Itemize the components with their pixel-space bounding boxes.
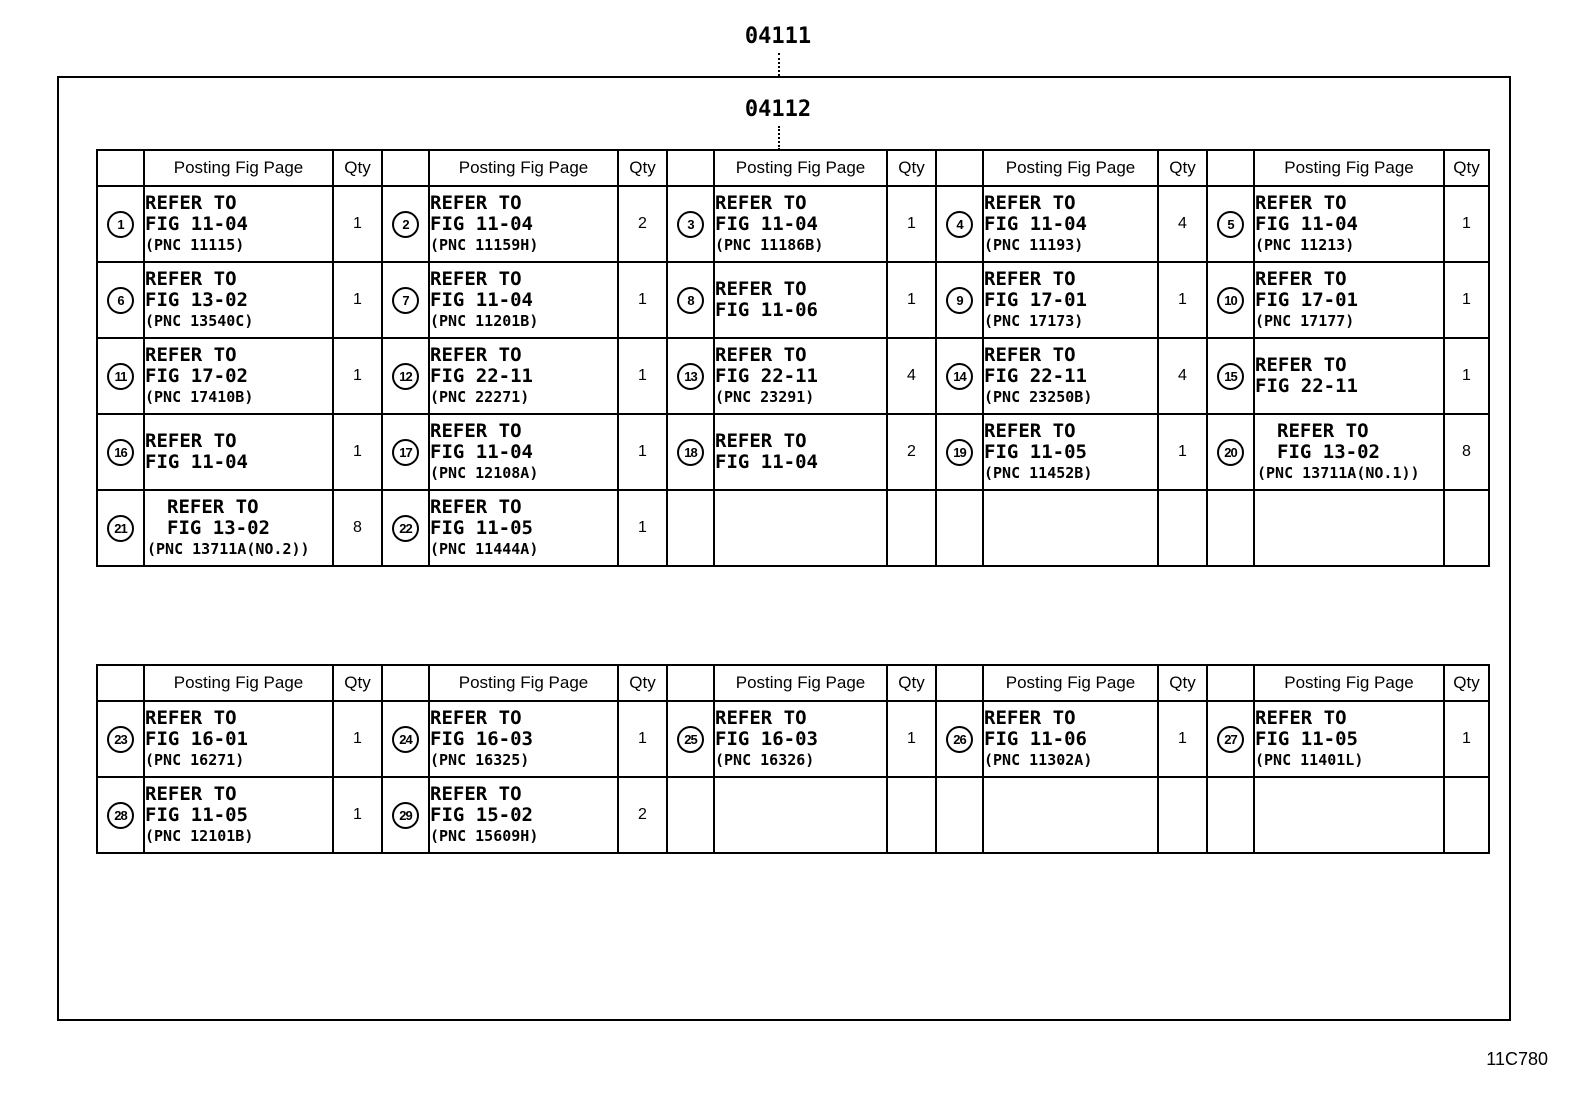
header-item-no-cell (1207, 150, 1254, 186)
item-number-badge: 1 (107, 211, 134, 238)
pnc-reference: (PNC 12108A) (430, 463, 539, 482)
figure-reference: FIG 11-04 (1255, 212, 1358, 235)
reference-cell (1254, 414, 1444, 490)
refer-to-text: REFER TO (430, 343, 522, 366)
quantity-cell: 4 (887, 338, 936, 414)
pnc-reference: (PNC 22271) (430, 387, 530, 406)
item-number-cell (936, 262, 983, 338)
refer-to-text: REFER TO (167, 495, 259, 518)
quantity-cell: 1 (887, 186, 936, 262)
item-number-cell (382, 777, 429, 853)
item-number-badge: 8 (677, 287, 704, 314)
quantity-cell (887, 777, 936, 853)
refer-to-text: REFER TO (1255, 354, 1347, 376)
figure-reference: FIG 11-05 (145, 803, 248, 826)
quantity-cell: 1 (333, 262, 382, 338)
quantity-cell: 1 (333, 414, 382, 490)
header-item-no-cell (936, 150, 983, 186)
reference-cell (429, 186, 618, 262)
quantity-cell: 4 (1158, 338, 1207, 414)
figure-reference: FIG 22-11 (1255, 375, 1358, 397)
assembly-label: 04111 (744, 24, 812, 49)
item-number-badge: 17 (392, 439, 419, 466)
header-posting-fig-page: Posting Fig Page (983, 150, 1158, 186)
figure-reference: FIG 17-01 (984, 288, 1087, 311)
reference-cell (983, 186, 1158, 262)
quantity-cell (1444, 777, 1489, 853)
reference-cell (429, 338, 618, 414)
item-number-cell (667, 490, 714, 566)
reference-cell (714, 262, 887, 338)
item-number-badge: 19 (946, 439, 973, 466)
pnc-reference: (PNC 17177) (1255, 311, 1355, 330)
quantity-cell: 1 (333, 701, 382, 777)
header-posting-fig-page: Posting Fig Page (1254, 150, 1444, 186)
item-number-badge: 6 (107, 287, 134, 314)
refer-to-text: REFER TO (715, 430, 807, 452)
item-number-badge: 16 (107, 439, 134, 466)
item-number-cell (382, 701, 429, 777)
item-number-badge: 5 (1217, 211, 1244, 238)
figure-reference: FIG 11-04 (430, 212, 533, 235)
reference-cell (429, 414, 618, 490)
refer-to-text: REFER TO (984, 191, 1076, 214)
item-number-cell (936, 414, 983, 490)
item-number-cell (97, 262, 144, 338)
pnc-reference: (PNC 16271) (145, 750, 245, 769)
pnc-reference: (PNC 23291) (715, 387, 815, 406)
quantity-cell: 1 (618, 414, 667, 490)
item-number-cell (667, 186, 714, 262)
figure-reference: FIG 11-04 (145, 212, 248, 235)
item-number-badge: 29 (392, 802, 419, 829)
figure-code: 11C780 (1486, 1049, 1548, 1069)
refer-to-text: REFER TO (715, 278, 807, 300)
figure-reference: FIG 11-04 (430, 440, 533, 463)
header-qty: Qty (618, 150, 667, 186)
header-qty: Qty (333, 150, 382, 186)
table-row (97, 490, 1489, 566)
pnc-reference: (PNC 11193) (984, 235, 1084, 254)
quantity-cell: 2 (887, 414, 936, 490)
item-number-badge: 15 (1217, 363, 1244, 390)
item-number-badge: 12 (392, 363, 419, 390)
item-number-cell (97, 414, 144, 490)
header-posting-fig-page: Posting Fig Page (714, 150, 887, 186)
pnc-reference: (PNC 13711A(NO.1)) (1257, 463, 1420, 482)
figure-reference: FIG 13-02 (145, 288, 248, 311)
subassembly-label: 04112 (744, 97, 812, 122)
pnc-reference: (PNC 13540C) (145, 311, 254, 330)
reference-cell (714, 338, 887, 414)
figure-reference: FIG 16-01 (145, 727, 248, 750)
figure-reference: FIG 13-02 (167, 516, 270, 539)
quantity-cell: 4 (1158, 186, 1207, 262)
reference-cell (144, 490, 333, 566)
item-number-cell (97, 490, 144, 566)
header-item-no-cell (667, 665, 714, 701)
reference-cell (714, 414, 887, 490)
pnc-reference: (PNC 13711A(NO.2)) (147, 539, 310, 558)
figure-reference: FIG 11-05 (984, 440, 1087, 463)
refer-to-text: REFER TO (715, 191, 807, 214)
pnc-reference: (PNC 12101B) (145, 826, 254, 845)
item-number-cell (936, 701, 983, 777)
pnc-reference: (PNC 11213) (1255, 235, 1355, 254)
header-item-no-cell (382, 150, 429, 186)
header-item-no-cell (936, 665, 983, 701)
item-number-badge: 2 (392, 211, 419, 238)
quantity-cell: 1 (1444, 186, 1489, 262)
item-number-cell (667, 777, 714, 853)
item-number-badge: 26 (946, 726, 973, 753)
figure-reference: FIG 13-02 (1277, 440, 1380, 463)
quantity-cell: 2 (618, 777, 667, 853)
pnc-reference: (PNC 17173) (984, 311, 1084, 330)
quantity-cell: 1 (618, 490, 667, 566)
item-number-badge: 18 (677, 439, 704, 466)
refer-to-text: REFER TO (145, 343, 237, 366)
figure-reference: FIG 22-11 (430, 364, 533, 387)
reference-cell (1254, 701, 1444, 777)
quantity-cell: 8 (333, 490, 382, 566)
item-number-cell (1207, 490, 1254, 566)
item-number-cell (97, 701, 144, 777)
figure-reference: FIG 22-11 (715, 364, 818, 387)
figure-reference: FIG 11-04 (715, 212, 818, 235)
figure-reference: FIG 16-03 (430, 727, 533, 750)
pnc-reference: (PNC 11159H) (430, 235, 539, 254)
pnc-reference: (PNC 11115) (145, 235, 245, 254)
pnc-reference: (PNC 23250B) (984, 387, 1093, 406)
item-number-badge: 3 (677, 211, 704, 238)
refer-to-text: REFER TO (145, 430, 237, 452)
item-number-cell (382, 186, 429, 262)
refer-to-text: REFER TO (430, 706, 522, 729)
figure-reference: FIG 17-01 (1255, 288, 1358, 311)
reference-cell (714, 186, 887, 262)
quantity-cell (1158, 490, 1207, 566)
item-number-badge: 4 (946, 211, 973, 238)
refer-to-text: REFER TO (430, 419, 522, 442)
pnc-reference: (PNC 11444A) (430, 539, 539, 558)
reference-cell (144, 338, 333, 414)
item-number-cell (382, 262, 429, 338)
pnc-reference: (PNC 11452B) (984, 463, 1093, 482)
quantity-cell: 1 (1444, 262, 1489, 338)
header-qty: Qty (887, 150, 936, 186)
item-number-cell (667, 701, 714, 777)
header-item-no-cell (667, 150, 714, 186)
item-number-cell (1207, 262, 1254, 338)
header-row (97, 665, 1489, 701)
item-number-cell (1207, 338, 1254, 414)
quantity-cell (1444, 490, 1489, 566)
reference-cell (983, 701, 1158, 777)
item-number-cell (667, 262, 714, 338)
quantity-cell: 1 (1444, 701, 1489, 777)
refer-to-text: REFER TO (145, 782, 237, 805)
pnc-reference: (PNC 16326) (715, 750, 815, 769)
refer-to-text: REFER TO (1277, 419, 1369, 442)
reference-cell (429, 701, 618, 777)
reference-cell (1254, 777, 1444, 853)
pnc-reference: (PNC 11201B) (430, 311, 539, 330)
refer-to-text: REFER TO (430, 267, 522, 290)
quantity-cell (887, 490, 936, 566)
header-qty: Qty (1158, 665, 1207, 701)
figure-reference: FIG 11-06 (984, 727, 1087, 750)
quantity-cell: 1 (1158, 414, 1207, 490)
parts-reference-table-2 (96, 664, 1490, 854)
reference-cell (144, 262, 333, 338)
reference-cell (983, 777, 1158, 853)
item-number-cell (1207, 414, 1254, 490)
header-posting-fig-page: Posting Fig Page (1254, 665, 1444, 701)
quantity-cell: 8 (1444, 414, 1489, 490)
reference-cell (429, 262, 618, 338)
header-posting-fig-page: Posting Fig Page (714, 665, 887, 701)
item-number-badge: 7 (392, 287, 419, 314)
item-number-cell (97, 186, 144, 262)
item-number-cell (97, 338, 144, 414)
item-number-cell (667, 414, 714, 490)
header-posting-fig-page: Posting Fig Page (429, 150, 618, 186)
quantity-cell: 2 (618, 186, 667, 262)
refer-to-text: REFER TO (984, 343, 1076, 366)
refer-to-text: REFER TO (145, 706, 237, 729)
reference-cell (144, 186, 333, 262)
item-number-badge: 22 (392, 515, 419, 542)
quantity-cell: 1 (1158, 262, 1207, 338)
item-number-badge: 20 (1217, 439, 1244, 466)
header-item-no-cell (1207, 665, 1254, 701)
item-number-cell (936, 490, 983, 566)
reference-cell (429, 777, 618, 853)
item-number-cell (1207, 777, 1254, 853)
reference-cell (714, 490, 887, 566)
refer-to-text: REFER TO (430, 782, 522, 805)
item-number-badge: 9 (946, 287, 973, 314)
table-row (97, 262, 1489, 338)
quantity-cell: 1 (1444, 338, 1489, 414)
item-number-cell (1207, 186, 1254, 262)
refer-to-text: REFER TO (715, 343, 807, 366)
reference-cell (983, 262, 1158, 338)
header-posting-fig-page: Posting Fig Page (983, 665, 1158, 701)
quantity-cell: 1 (887, 262, 936, 338)
refer-to-text: REFER TO (984, 419, 1076, 442)
item-number-cell (382, 338, 429, 414)
header-posting-fig-page: Posting Fig Page (144, 665, 333, 701)
reference-cell (983, 414, 1158, 490)
reference-cell (144, 414, 333, 490)
quantity-cell: 1 (333, 777, 382, 853)
item-number-badge: 27 (1217, 726, 1244, 753)
header-item-no-cell (382, 665, 429, 701)
header-posting-fig-page: Posting Fig Page (144, 150, 333, 186)
item-number-badge: 10 (1217, 287, 1244, 314)
header-qty: Qty (333, 665, 382, 701)
item-number-badge: 13 (677, 363, 704, 390)
item-number-cell (97, 777, 144, 853)
pnc-reference: (PNC 16325) (430, 750, 530, 769)
parts-reference-table-1 (96, 149, 1490, 567)
reference-cell (1254, 338, 1444, 414)
refer-to-text: REFER TO (715, 706, 807, 729)
table-row (97, 338, 1489, 414)
reference-cell (1254, 262, 1444, 338)
refer-to-text: REFER TO (1255, 191, 1347, 214)
figure-reference: FIG 17-02 (145, 364, 248, 387)
pnc-reference: (PNC 11302A) (984, 750, 1093, 769)
reference-cell (1254, 186, 1444, 262)
pnc-reference: (PNC 11186B) (715, 235, 824, 254)
refer-to-text: REFER TO (145, 191, 237, 214)
header-qty: Qty (1444, 150, 1489, 186)
table-row (97, 777, 1489, 853)
quantity-cell: 1 (887, 701, 936, 777)
pnc-reference: (PNC 15609H) (430, 826, 539, 845)
quantity-cell: 1 (333, 186, 382, 262)
header-item-no-cell (97, 665, 144, 701)
item-number-cell (382, 490, 429, 566)
header-qty: Qty (618, 665, 667, 701)
quantity-cell (1158, 777, 1207, 853)
refer-to-text: REFER TO (145, 267, 237, 290)
item-number-cell (1207, 701, 1254, 777)
item-number-cell (382, 414, 429, 490)
figure-reference: FIG 15-02 (430, 803, 533, 826)
refer-to-text: REFER TO (1255, 267, 1347, 290)
figure-reference: FIG 16-03 (715, 727, 818, 750)
table-row (97, 414, 1489, 490)
item-number-cell (936, 777, 983, 853)
header-row (97, 150, 1489, 186)
quantity-cell: 1 (618, 262, 667, 338)
figure-reference: FIG 11-04 (984, 212, 1087, 235)
quantity-cell: 1 (618, 338, 667, 414)
header-qty: Qty (1444, 665, 1489, 701)
figure-reference: FIG 11-06 (715, 299, 818, 321)
refer-to-text: REFER TO (984, 706, 1076, 729)
reference-cell (1254, 490, 1444, 566)
pnc-reference: (PNC 11401L) (1255, 750, 1364, 769)
header-qty: Qty (1158, 150, 1207, 186)
item-number-badge: 24 (392, 726, 419, 753)
quantity-cell: 1 (618, 701, 667, 777)
figure-reference: FIG 11-05 (1255, 727, 1358, 750)
reference-cell (144, 777, 333, 853)
figure-reference: FIG 11-04 (430, 288, 533, 311)
header-posting-fig-page: Posting Fig Page (429, 665, 618, 701)
figure-reference: FIG 11-04 (145, 451, 248, 473)
item-number-badge: 23 (107, 726, 134, 753)
item-number-badge: 28 (107, 802, 134, 829)
reference-cell (714, 777, 887, 853)
refer-to-text: REFER TO (430, 191, 522, 214)
reference-cell (983, 490, 1158, 566)
item-number-badge: 21 (107, 515, 134, 542)
item-number-badge: 14 (946, 363, 973, 390)
item-number-cell (667, 338, 714, 414)
refer-to-text: REFER TO (984, 267, 1076, 290)
item-number-badge: 25 (677, 726, 704, 753)
table-row (97, 186, 1489, 262)
reference-cell (144, 701, 333, 777)
reference-cell (429, 490, 618, 566)
refer-to-text: REFER TO (430, 495, 522, 518)
assembly-leader-line (778, 53, 780, 76)
refer-to-text: REFER TO (1255, 706, 1347, 729)
quantity-cell: 1 (333, 338, 382, 414)
subassembly-leader-line (778, 126, 780, 150)
pnc-reference: (PNC 17410B) (145, 387, 254, 406)
item-number-cell (936, 338, 983, 414)
reference-cell (714, 701, 887, 777)
quantity-cell: 1 (1158, 701, 1207, 777)
figure-reference: FIG 22-11 (984, 364, 1087, 387)
reference-cell (983, 338, 1158, 414)
item-number-badge: 11 (107, 363, 134, 390)
figure-reference: FIG 11-05 (430, 516, 533, 539)
figure-reference: FIG 11-04 (715, 451, 818, 473)
header-qty: Qty (887, 665, 936, 701)
item-number-cell (936, 186, 983, 262)
header-item-no-cell (97, 150, 144, 186)
table-row (97, 701, 1489, 777)
